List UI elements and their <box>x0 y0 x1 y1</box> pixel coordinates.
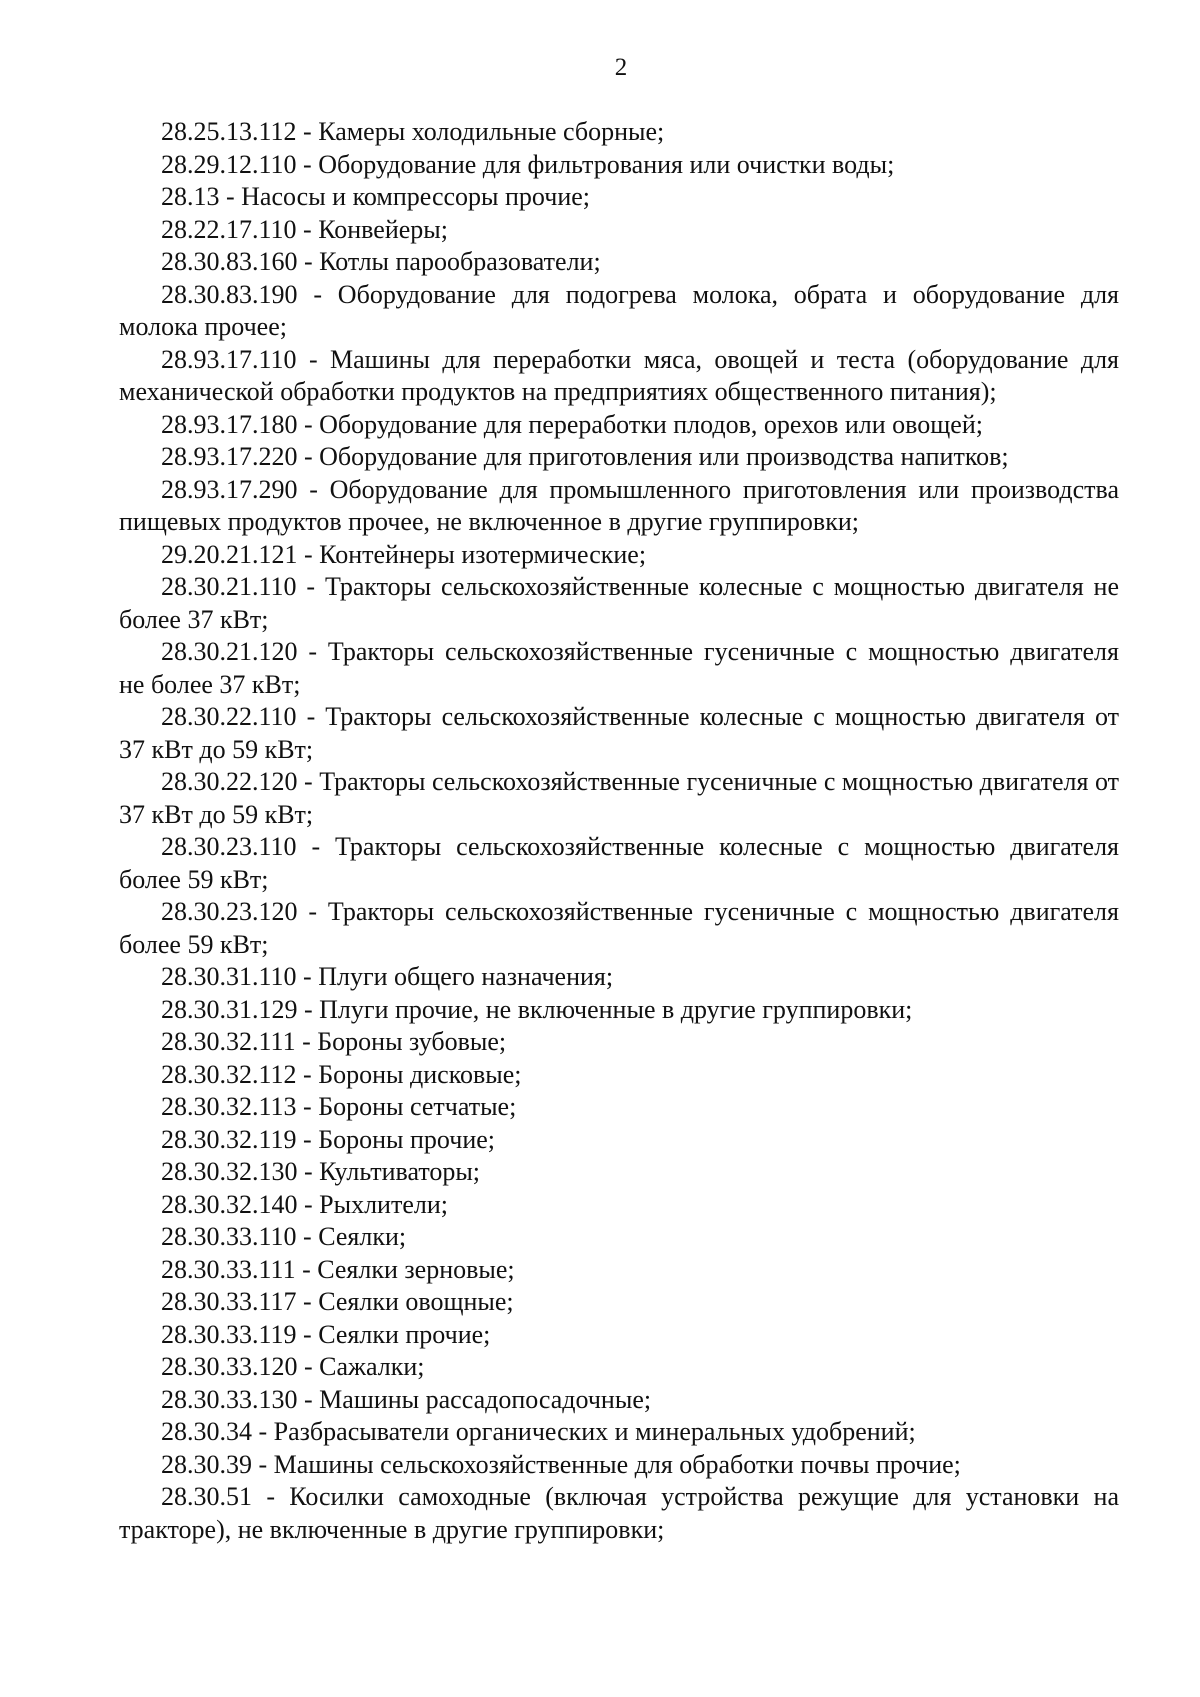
list-item: 28.30.31.129 - Плуги прочие, не включенные в другие группировки; <box>161 994 913 1024</box>
list-item: 28.30.34 - Разбрасыватели органических и минеральных удобрений; <box>161 1417 916 1446</box>
list-item: 28.29.12.110 - Оборудование для фильтрования или очистки воды; <box>161 149 895 179</box>
page-number: 2 <box>614 54 628 81</box>
list-item: 28.30.33.117 - Сеялки овощные; <box>161 1287 514 1316</box>
list-item: 28.93.17.290 - Оборудование для промышленного приготовления или производства пищевых продуктов прочее, не включенное в другие группировки; <box>119 474 1119 536</box>
list-item: 28.93.17.220 - Оборудование для приготовления или производства напитков; <box>161 442 1009 471</box>
list-item: 28.30.33.120 - Сажалки; <box>161 1352 425 1381</box>
list-item: 28.30.32.112 - Бороны дисковые; <box>161 1059 522 1089</box>
list-item: 28.13 - Насосы и компрессоры прочие; <box>161 182 590 211</box>
list-item: 29.20.21.121 - Контейнеры изотермические; <box>161 539 647 569</box>
list-item: 28.30.32.113 - Бороны сетчатые; <box>161 1092 517 1121</box>
list-item: 28.30.83.160 - Котлы парообразователи; <box>161 247 601 276</box>
list-item: 28.30.39 - Машины сельскохозяйственные для обработки почвы прочие; <box>161 1449 961 1479</box>
list-item: 28.30.51 - Косилки самоходные (включая устройства режущие для установки на тракторе), не включенные в другие группировки; <box>119 1482 1119 1544</box>
list-item: 28.30.33.119 - Сеялки прочие; <box>161 1319 491 1349</box>
list-item: 28.30.32.130 - Культиваторы; <box>161 1157 481 1186</box>
list-item: 28.22.17.110 - Конвейеры; <box>161 214 448 244</box>
list-item: 28.30.22.120 - Тракторы сельскохозяйственные гусеничные с мощностью двигателя от 37 кВт до 59 кВт; <box>119 767 1119 829</box>
list-item: 28.30.23.120 - Тракторы сельскохозяйственные гусеничные с мощностью двигателя более 59 кВт; <box>119 897 1119 959</box>
list-item: 28.30.33.111 - Сеялки зерновые; <box>161 1254 515 1284</box>
list-item: 28.93.17.180 - Оборудование для переработки плодов, орехов или овощей; <box>161 409 983 439</box>
list-item: 28.30.23.110 - Тракторы сельскохозяйственные колесные с мощностью двигателя более 59 кВт; <box>119 832 1119 894</box>
list-item: 28.30.22.110 - Тракторы сельскохозяйственные колесные с мощностью двигателя от 37 кВт до 59 кВт; <box>119 702 1119 764</box>
list-item: 28.30.21.120 - Тракторы сельскохозяйственные гусеничные с мощностью двигателя не более 37 кВт; <box>119 637 1119 699</box>
list-item: 28.93.17.110 - Машины для переработки мяса, овощей и теста (оборудование для механической обработки продуктов на предприятиях общественного питания); <box>119 344 1119 406</box>
list-item: 28.30.32.140 - Рыхлители; <box>161 1189 448 1219</box>
list-item: 28.30.33.130 - Машины рассадопосадочные; <box>161 1384 652 1414</box>
list-item: 28.30.33.110 - Сеялки; <box>161 1222 407 1251</box>
list-item: 28.30.32.119 - Бороны прочие; <box>161 1124 496 1154</box>
classifier-list <box>119 116 1119 1546</box>
list-item: 28.30.83.190 - Оборудование для подогрева молока, обрата и оборудование для молока прочее; <box>119 279 1119 341</box>
list-item: 28.25.13.112 - Камеры холодильные сборные; <box>161 117 665 146</box>
list-item: 28.30.32.111 - Бороны зубовые; <box>161 1027 507 1056</box>
list-item: 28.30.31.110 - Плуги общего назначения; <box>161 962 614 991</box>
list-item: 28.30.21.110 - Тракторы сельскохозяйственные колесные с мощностью двигателя не более 37 кВт; <box>119 572 1119 634</box>
